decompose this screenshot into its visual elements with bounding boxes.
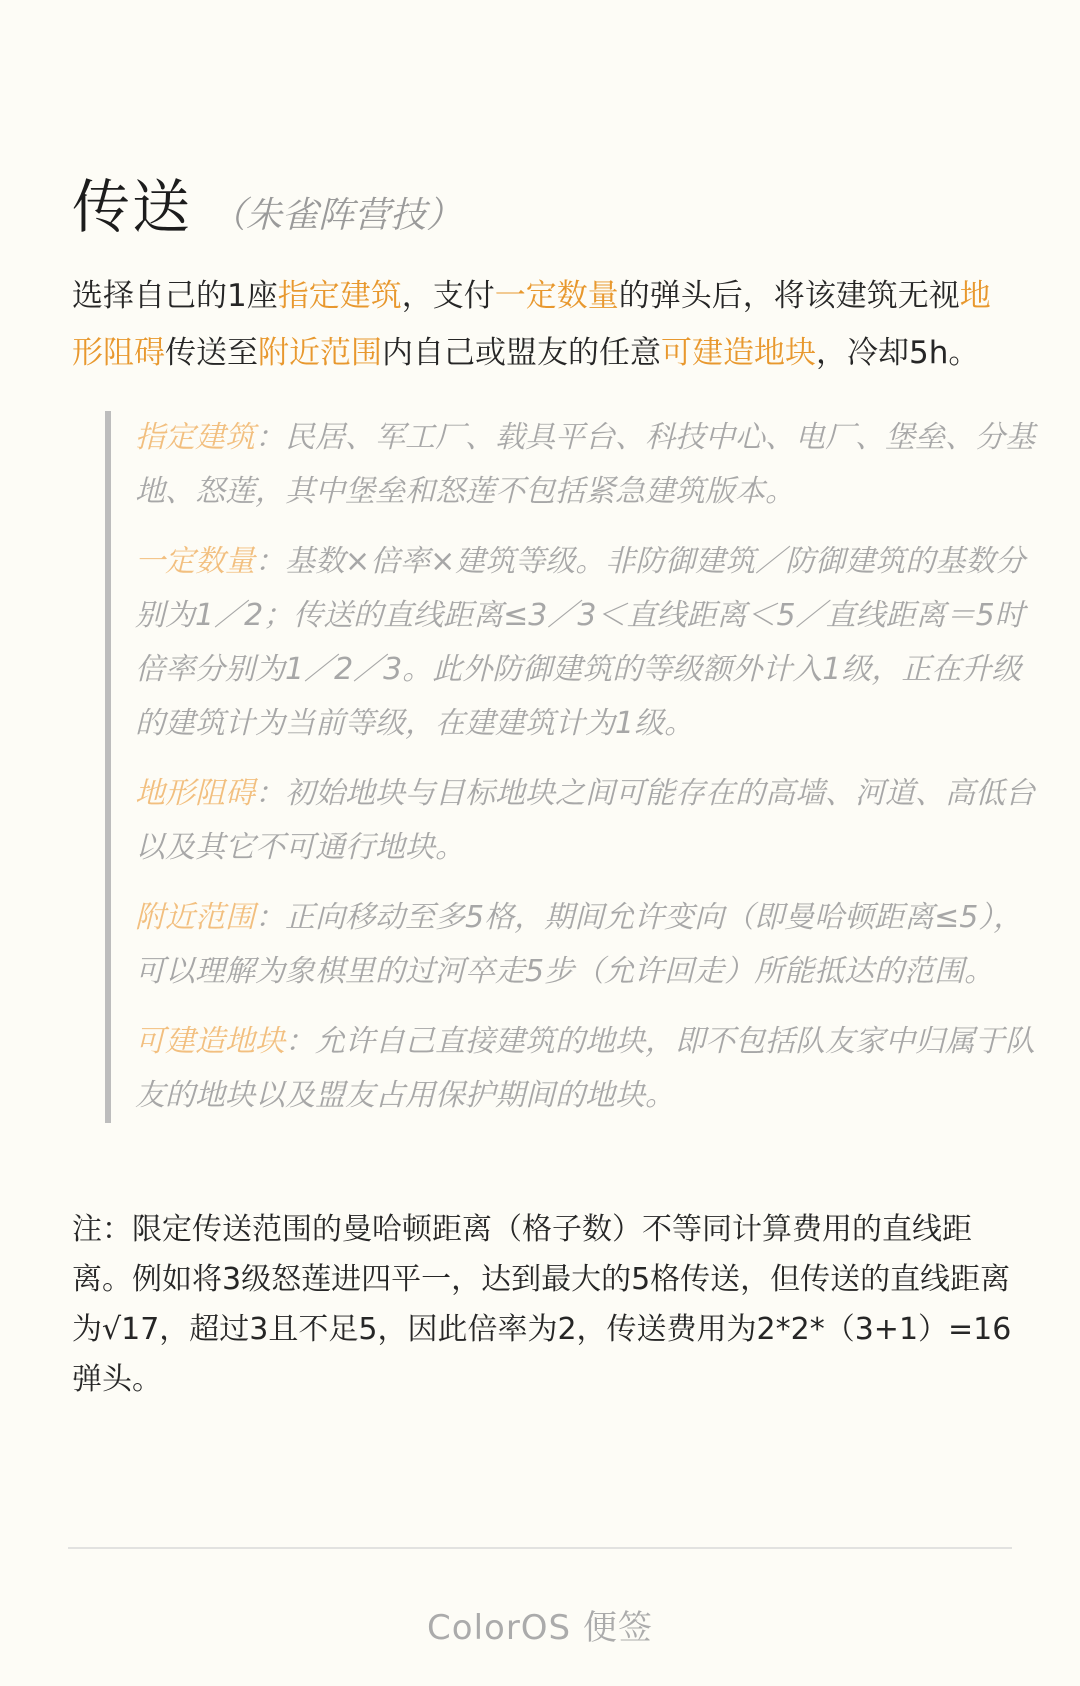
definition-term: 指定建筑: [135, 420, 255, 455]
definition-separator: ：: [255, 900, 285, 935]
footer-watermark: ColorOS 便签: [427, 1608, 653, 1648]
note-header: [72, 160, 462, 244]
intro-paragraph: [72, 268, 1012, 382]
intro-text: 传送至: [165, 335, 258, 371]
definition-term: 一定数量: [135, 544, 255, 579]
definition-separator: ：: [285, 1024, 315, 1059]
highlight-designated-building: 指定建筑: [277, 278, 402, 314]
intro-text: ，冷却5h。: [816, 335, 980, 371]
definition-term: 地形阻碍: [135, 776, 255, 811]
definition-item: [135, 1015, 1047, 1123]
definition-separator: ：: [255, 544, 285, 579]
intro-text: 选择自己的1座: [72, 278, 278, 314]
definitions-blockquote: [105, 411, 1047, 1123]
definition-item: [135, 535, 1047, 751]
intro-text: 的弹头后，将该建筑无视: [618, 278, 960, 314]
highlight-nearby-range: 附近范围: [258, 335, 382, 371]
definition-text: 初始地块与目标地块之间可能存在的高墙、河道、高低台以及其它不可通行地块。: [135, 776, 1035, 865]
note-paragraph: 注：限定传送范围的曼哈顿距离（格子数）不等同计算费用的直线距离。例如将3级怒莲进四平一，达到最大的5格传送，但传送的直线距离为√17，超过3且不足5，因此倍率为2，传送费用为2*2*（3+1）=16弹头。: [72, 1212, 1012, 1397]
definition-text: 允许自己直接建筑的地块，即不包括队友家中归属于队友的地块以及盟友占用保护期间的地块。: [135, 1024, 1035, 1113]
definition-item: [135, 767, 1047, 875]
highlight-terrain-obstacle: 地形阻碍: [72, 278, 991, 371]
definition-text: 民居、军工厂、载具平台、科技中心、电厂、堡垒、分基地、怒莲，其中堡垒和怒莲不包括紧急建筑版本。: [135, 420, 1035, 509]
highlight-certain-amount: 一定数量: [494, 278, 619, 314]
definition-item: [135, 411, 1047, 519]
definition-text: 正向移动至多5格，期间允许变向（即曼哈顿距离≤5），可以理解为象棋里的过河卒走5步（允许回走）所能抵达的范围。: [135, 900, 1024, 989]
definition-separator: ：: [255, 776, 285, 811]
highlight-buildable-tile: 可建造地块: [661, 335, 816, 371]
intro-text: ，支付: [401, 278, 495, 314]
definition-text: 基数×倍率×建筑等级。非防御建筑／防御建筑的基数分别为1／2；传送的直线距离≤3／3＜直线距离＜5／直线距离＝5时倍率分别为1／2／3。此外防御建筑的等级额外计入1级，正在升级的建筑计为当前等级，在建建筑计为1级。: [135, 544, 1026, 741]
definition-term: 附近范围: [135, 900, 255, 935]
definition-term: 可建造地块: [135, 1024, 285, 1059]
definition-separator: ：: [255, 420, 285, 455]
note-subtitle: （朱雀阵营技）: [210, 195, 463, 236]
note-title: 传送: [72, 173, 193, 241]
intro-text: 内自己或盟友的任意: [382, 335, 661, 371]
definition-item: [135, 891, 1047, 999]
footer-divider: [68, 1547, 1012, 1549]
